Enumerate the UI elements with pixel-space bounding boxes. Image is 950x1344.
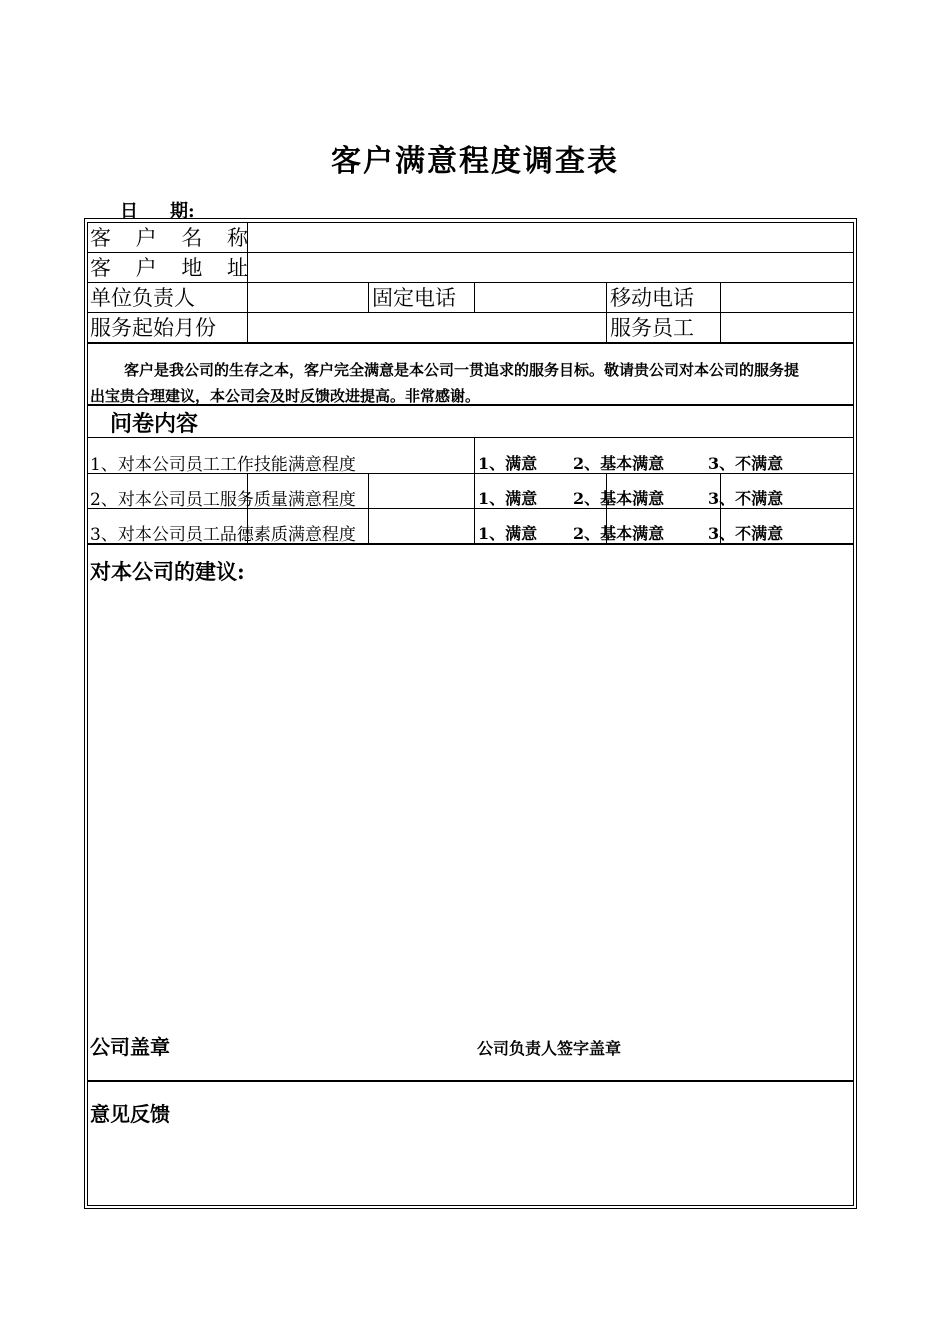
unit-leader-label: 单位负责人 [90,286,195,310]
feedback-area[interactable] [90,1130,850,1200]
landline-field[interactable] [476,284,605,311]
landline-label: 固定电话 [372,286,456,310]
customer-name-field[interactable] [249,224,852,251]
option-basically-satisfied[interactable]: 2、基本满意 [573,524,665,543]
question-item: 3、对本公司员工品德素质满意程度 [90,525,356,545]
date-label [120,197,195,223]
date-label-part-2: 期: [170,201,195,222]
option-satisfied[interactable]: 1、满意 [478,524,538,543]
mobile-field[interactable] [722,284,852,311]
customer-address-field[interactable] [249,254,852,281]
option-satisfied[interactable]: 1、满意 [478,489,538,508]
question-item: 1、对本公司员工工作技能满意程度 [90,455,356,475]
service-start-month-field[interactable] [249,314,605,341]
intro-text: 客户是我公司的生存之本，客户完全满意是本公司一贯追求的服务目标。敬请贵公司对本公司的服务提出宝贵合理建议，本公司会及时反馈改进提高。非常感谢。 [90,361,800,405]
date-label-part-1: 日 [120,201,138,222]
questionnaire-heading: 问卷内容 [110,411,199,437]
option-basically-satisfied[interactable]: 2、基本满意 [573,489,665,508]
option-not-satisfied[interactable]: 3、不满意 [708,454,784,473]
question-item: 2、对本公司员工服务质量满意程度 [90,490,356,510]
customer-name-label: 客 户 名 称 [90,226,258,250]
option-basically-satisfied[interactable]: 2、基本满意 [573,454,665,473]
service-staff-label: 服务员工 [610,316,694,340]
leader-signature-label: 公司负责人签字盖章 [477,1039,622,1058]
customer-address-label: 客 户 地 址 [90,256,258,280]
option-not-satisfied[interactable]: 3、不满意 [708,489,784,508]
suggestions-area[interactable] [90,590,850,1020]
page-title: 客户满意程度调查表 [331,144,619,179]
feedback-label: 意见反馈 [90,1102,170,1126]
service-staff-field[interactable] [722,314,852,341]
option-not-satisfied[interactable]: 3、不满意 [708,524,784,543]
unit-leader-field[interactable] [249,284,367,311]
service-start-month-label: 服务起始月份 [90,316,216,340]
mobile-label: 移动电话 [610,286,694,310]
company-seal-label: 公司盖章 [90,1035,170,1059]
intro-paragraph [90,357,810,409]
suggestions-label: 对本公司的建议: [90,559,245,584]
option-satisfied[interactable]: 1、满意 [478,454,538,473]
